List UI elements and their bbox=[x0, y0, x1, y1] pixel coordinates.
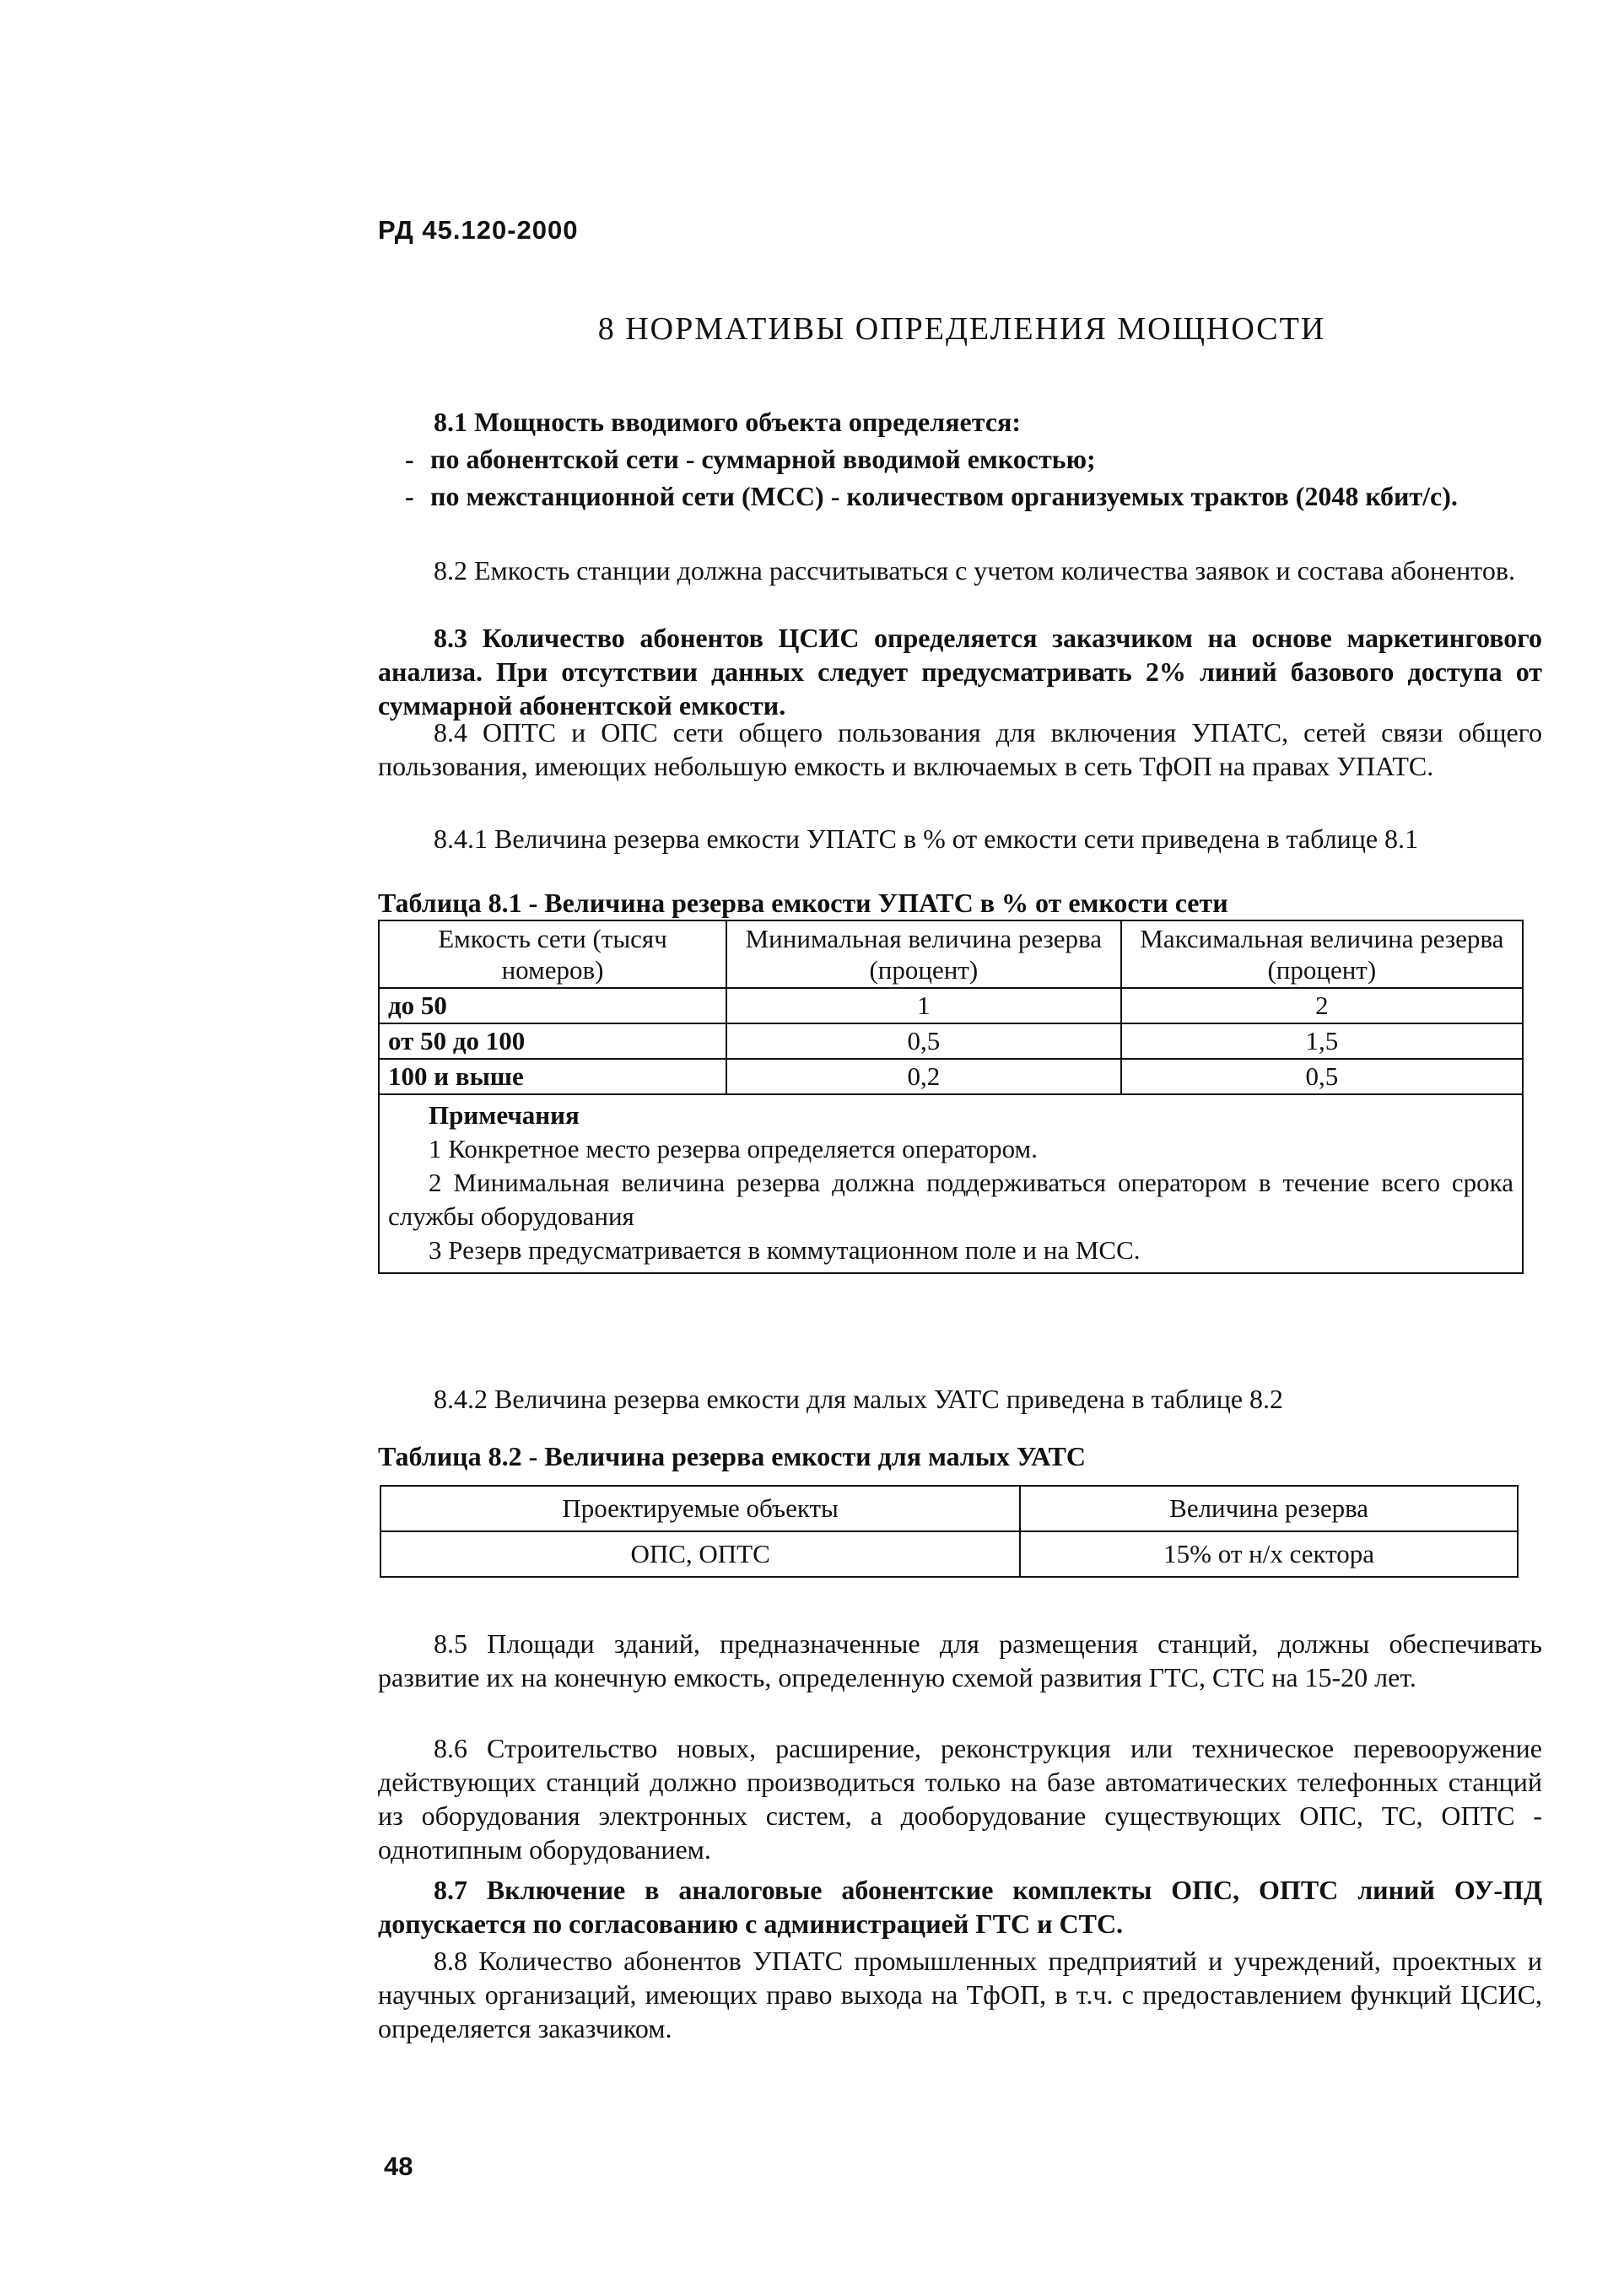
page-number: 48 bbox=[384, 2151, 413, 2181]
table-row bbox=[379, 988, 1523, 1023]
cell-max: 1,5 bbox=[1121, 1023, 1523, 1059]
table-header-row bbox=[379, 920, 1523, 988]
cell-max: 2 bbox=[1121, 988, 1523, 1023]
table-8-1 bbox=[378, 920, 1524, 1274]
column-header-reserve: Величина резерва bbox=[1020, 1486, 1518, 1531]
cell-capacity: от 50 до 100 bbox=[379, 1023, 726, 1059]
bullet-subscriber-network: - по абонентской сети - суммарной вводимой емкостью; bbox=[430, 442, 1542, 476]
cell-capacity: до 50 bbox=[379, 988, 726, 1023]
paragraph-8-6: 8.6 Строительство новых, расширение, реконструкция или техническое перевооружение действующих станций должно производиться только на базе автоматических телефонных станций из оборудования электронных систем, а дооборудование существующих ОПС, ТС, ОПТС - однотипным оборудованием. bbox=[378, 1733, 1542, 1865]
notes-title: Примечания bbox=[429, 1100, 580, 1130]
section-title: 8 НОРМАТИВЫ ОПРЕДЕЛЕНИЯ МОЩНОСТИ bbox=[597, 311, 1326, 347]
column-header-capacity: Емкость сети (тысяч номеров) bbox=[379, 920, 726, 988]
paragraph-8-8: 8.8 Количество абонентов УПАТС промышленных предприятий и учреждений, проектных и научных организаций, имеющих право выхода на ТфОП, в т.ч. с предоставлением функций ЦСИС, определяется заказчиком. bbox=[378, 1946, 1542, 2043]
paragraph-8-4: 8.4 ОПТС и ОПС сети общего пользования для включения УПАТС, сетей связи общего пользования, имеющих небольшую емкость и включаемых в сеть ТфОП на правах УПАТС. bbox=[378, 717, 1542, 781]
cell-max: 0,5 bbox=[1121, 1059, 1523, 1094]
column-header-min-reserve: Минимальная величина резерва (процент) bbox=[726, 920, 1121, 988]
table-row bbox=[380, 1531, 1518, 1577]
paragraph-8-1-lead: 8.1 Мощность вводимого объекта определяется: bbox=[434, 407, 1021, 437]
table-notes-row bbox=[379, 1094, 1523, 1273]
table-8-2-caption-text: Таблица 8.2 - Величина резерва емкости для малых УАТС bbox=[378, 1441, 1086, 1471]
table-8-1-caption bbox=[378, 886, 1228, 920]
paragraph-8-2: 8.2 Емкость станции должна рассчитываться с учетом количества заявок и состава абонентов. bbox=[434, 555, 1515, 586]
cell-reserve: 15% от н/х сектора bbox=[1020, 1531, 1518, 1577]
document-code: РД 45.120-2000 bbox=[378, 215, 579, 245]
cell-min: 1 bbox=[726, 988, 1121, 1023]
paragraph-8-5: 8.5 Площади зданий, предназначенные для размещения станций, должны обеспечивать развитие их на конечную емкость, определенную схемой развития ГТС, СТС на 15-20 лет. bbox=[378, 1628, 1542, 1692]
table-8-2 bbox=[380, 1485, 1519, 1578]
note-item: 2 Минимальная величина резерва должна поддерживаться оператором в течение всего срока службы оборудования bbox=[388, 1168, 1513, 1231]
bullet-interstation-network: - по межстанционной сети (МСС) - количеством организуемых трактов (2048 кбит/с). bbox=[430, 479, 1542, 513]
cell-objects: ОПС, ОПТС bbox=[380, 1531, 1020, 1577]
paragraph-8-7: 8.7 Включение в аналоговые абонентские комплекты ОПС, ОПТС линий ОУ-ПД допускается по согласованию с администрацией ГТС и СТС. bbox=[378, 1875, 1542, 1939]
table-8-1-caption-text: Таблица 8.1 - Величина резерва емкости УПАТС в % от емкости сети bbox=[378, 888, 1228, 918]
column-header-objects: Проектируемые объекты bbox=[380, 1486, 1020, 1531]
table-header-row bbox=[380, 1486, 1518, 1531]
cell-min: 0,2 bbox=[726, 1059, 1121, 1094]
cell-min: 0,5 bbox=[726, 1023, 1121, 1059]
paragraph-8-3: 8.3 Количество абонентов ЦСИС определяется заказчиком на основе маркетингового анализа. При отсутствии данных следует предусматривать 2% линий базового доступа от суммарной абонентской емкости. bbox=[378, 623, 1542, 721]
table-row bbox=[379, 1059, 1523, 1094]
note-item: 3 Резерв предусматривается в коммутационном поле и на МСС. bbox=[429, 1235, 1141, 1265]
table-notes bbox=[379, 1094, 1523, 1273]
paragraph-8-4-2: 8.4.2 Величина резерва емкости для малых УАТС приведена в таблице 8.2 bbox=[434, 1384, 1284, 1414]
table-row bbox=[379, 1023, 1523, 1059]
cell-capacity: 100 и выше bbox=[379, 1059, 726, 1094]
column-header-max-reserve: Максимальная величина резерва (процент) bbox=[1121, 920, 1523, 988]
note-item: 1 Конкретное место резерва определяется оператором. bbox=[429, 1134, 1038, 1163]
table-8-2-caption bbox=[378, 1439, 1086, 1473]
paragraph-8-4-1: 8.4.1 Величина резерва емкости УПАТС в % от емкости сети приведена в таблице 8.1 bbox=[434, 823, 1419, 854]
